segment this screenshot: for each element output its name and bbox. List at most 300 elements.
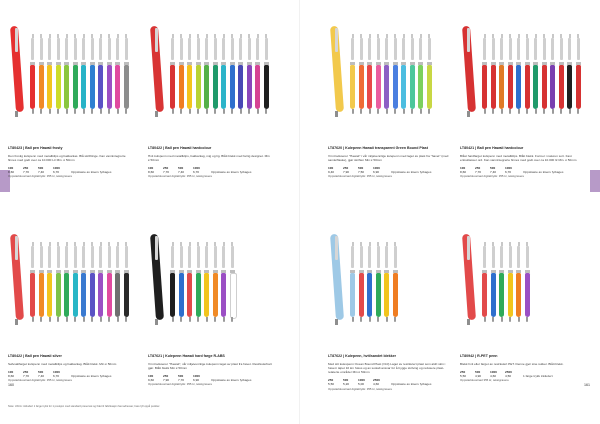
- pen-tip: [428, 109, 430, 114]
- pen-tip: [257, 109, 259, 114]
- pen-clip: [526, 38, 529, 60]
- price-cell: 4,50: [505, 374, 512, 378]
- pen-barrel: [90, 273, 95, 317]
- price-cell: 9,40: [328, 170, 335, 175]
- pen-barrel: [124, 65, 129, 109]
- product-title: LT80423 | Ball pen Hawaii frosty: [8, 146, 63, 150]
- product-photo: [328, 228, 452, 328]
- pen-barrel: [90, 65, 95, 109]
- pen-icon: [384, 246, 389, 322]
- price-cell: 6,70: [53, 170, 60, 175]
- pen-clip: [180, 38, 183, 60]
- price-note: Oppstiaste av kisers fytbages: [71, 170, 112, 175]
- pen-clip: [74, 246, 77, 268]
- pen-icon: [81, 246, 86, 322]
- pen-barrel: [367, 65, 372, 109]
- product-description: Blåst hardfarget kulspenn med metallklips. Blått blekk. Former i naturen sort. Fast entreklasser ord. Kan vannintegrerte finnes med godt over ca 10.000 ltr Min. ≥ 50mm: [460, 153, 577, 162]
- pen-icon: [393, 38, 398, 114]
- pen-tip: [15, 319, 18, 325]
- pen-clip: [385, 246, 388, 268]
- pen-tip: [509, 109, 511, 114]
- pen-tip: [40, 109, 42, 114]
- pen-tip: [352, 317, 354, 322]
- pen-tip: [223, 109, 225, 114]
- pen-clip: [91, 246, 94, 268]
- price-cell: 6,70: [53, 374, 60, 378]
- price-cell: 7,70: [163, 170, 170, 175]
- pen-icon: [47, 38, 52, 114]
- price-table: [460, 166, 584, 174]
- qty-cell: 250: [163, 374, 169, 378]
- pen-barrel: [196, 273, 201, 317]
- pen-icon: [64, 38, 69, 114]
- pen-icon: [115, 246, 120, 322]
- pen-tip: [223, 317, 225, 322]
- pen-icon: [516, 38, 521, 114]
- product-card[interactable]: [460, 228, 584, 382]
- price-table: [148, 374, 272, 382]
- pen-clip: [577, 38, 580, 60]
- product-card[interactable]: [328, 20, 452, 178]
- pen-icon: [482, 38, 487, 114]
- page-gutter: [299, 0, 300, 424]
- pen-tip: [560, 109, 562, 114]
- pen-barrel: [559, 65, 564, 109]
- pen-tip: [189, 317, 191, 322]
- pen-clip: [239, 38, 242, 60]
- pen-icon: [187, 38, 192, 114]
- pen-barrel: [64, 65, 69, 109]
- pen-barrel: [230, 273, 237, 319]
- pen-clip: [265, 38, 268, 60]
- pen-clip: [394, 38, 397, 60]
- pen-barrel: [107, 65, 112, 109]
- pen-barrel: [230, 65, 235, 109]
- qty-cell: 2500: [505, 369, 512, 374]
- pen-clip: [48, 246, 51, 268]
- pen-icon: [221, 38, 226, 114]
- pen-icon: [499, 38, 504, 114]
- qty-cell: 2500: [373, 378, 380, 383]
- price-cell: 5,20: [343, 382, 350, 387]
- pen-tip: [265, 109, 267, 114]
- product-description: Sølvsaltfarget kulspenn med metallklips og bakkanlag. Blått blekk. Min ≥ 50mm: [8, 361, 117, 366]
- pen-barrel: [56, 65, 61, 109]
- pen-barrel: [350, 65, 355, 109]
- pen-icon: [30, 246, 35, 322]
- pen-clip: [256, 38, 259, 60]
- pen-icon: [56, 246, 61, 322]
- pen-icon: [170, 246, 175, 322]
- pen-barrel: [179, 65, 184, 109]
- pen-tip: [377, 109, 379, 114]
- product-card[interactable]: [460, 20, 584, 178]
- qty-cell: 250: [23, 166, 29, 170]
- product-photo: [460, 20, 584, 120]
- pen-icon: [170, 38, 175, 114]
- pen-tip: [535, 109, 537, 114]
- pen-tip: [125, 317, 127, 322]
- pen-tip: [231, 317, 233, 322]
- pen-clip: [385, 38, 388, 60]
- product-title: LT80421 | Ball pen Hawaii hardcolour: [460, 146, 524, 150]
- pen-barrel: [98, 273, 103, 317]
- price-cell: 8,60: [148, 170, 155, 175]
- pen-clip: [509, 246, 512, 268]
- qty-cell: 1000: [53, 369, 60, 374]
- product-title: LT80942 | R-PET penn: [460, 354, 498, 358]
- price-cell: 5,50: [328, 382, 335, 387]
- pen-clip: [411, 38, 414, 60]
- pen-barrel: [384, 273, 389, 317]
- pen-barrel: [39, 273, 44, 317]
- pen-barrel: [359, 273, 364, 317]
- qty-cell: 500: [343, 378, 349, 383]
- product-title: LT80422 | Ball pen Hawaii silver: [8, 354, 62, 358]
- qty-cell: 1000: [505, 166, 512, 170]
- pen-icon: [359, 38, 364, 114]
- section-tab-right: [590, 170, 600, 192]
- pen-icon: [115, 38, 120, 114]
- qty-cell: 500: [38, 166, 44, 170]
- pen-icon: [90, 38, 95, 114]
- qty-cell: 1000: [490, 369, 497, 374]
- product-card[interactable]: [148, 20, 272, 178]
- pen-barrel: [567, 65, 572, 109]
- price-cell: 9,60: [148, 378, 155, 383]
- pen-tip: [377, 317, 379, 322]
- pen-clip: [467, 28, 470, 52]
- pen-barrel: [170, 65, 175, 109]
- price-cell: 5,50: [460, 374, 467, 378]
- price-cell: 4,60: [373, 382, 380, 387]
- pen-tip: [369, 109, 371, 114]
- pen-barrel: [376, 65, 381, 109]
- product-card[interactable]: [8, 20, 132, 178]
- pen-barrel: [170, 273, 175, 317]
- pen-clip: [40, 38, 43, 60]
- pen-icon: [499, 246, 504, 322]
- pen-barrel: [98, 65, 103, 109]
- pen-icon: [90, 246, 95, 322]
- pen-clip: [116, 38, 119, 60]
- pen-icon: [264, 38, 269, 114]
- pen-barrel: [213, 273, 218, 317]
- featured-pen-icon: [462, 22, 476, 118]
- pen-barrel: [427, 65, 432, 109]
- pen-clip: [82, 38, 85, 60]
- price-cell: 6,70: [193, 170, 200, 175]
- pen-barrel: [401, 65, 406, 109]
- qty-cell: 250: [328, 378, 334, 383]
- pen-tip: [403, 109, 405, 114]
- pen-tip: [335, 319, 338, 325]
- pen-tip: [180, 109, 182, 114]
- pen-icon: [204, 246, 209, 322]
- pen-barrel: [213, 65, 218, 109]
- product-title: LT87622 | Kulepenn, hvit/sandet blekker: [328, 354, 397, 358]
- pen-barrel: [491, 273, 496, 317]
- qty-cell: 1000: [358, 378, 365, 383]
- pen-barrel: [187, 273, 192, 317]
- pen-icon: [73, 246, 78, 322]
- pen-clip: [108, 246, 111, 268]
- pen-barrel: [107, 273, 112, 317]
- pen-clip: [509, 38, 512, 60]
- pen-icon: [179, 246, 184, 322]
- pen-clip: [57, 38, 60, 60]
- featured-pen-icon: [10, 22, 24, 118]
- pen-icon: [221, 246, 226, 322]
- product-card[interactable]: [8, 228, 132, 382]
- pen-icon: [350, 38, 355, 114]
- price-cell: 7,70: [178, 378, 185, 383]
- product-photo: [8, 20, 132, 120]
- pen-barrel: [247, 65, 252, 109]
- pen-icon: [247, 38, 252, 114]
- pen-icon: [124, 38, 129, 114]
- pen-icon: [542, 38, 547, 114]
- pen-icon: [427, 38, 432, 114]
- page-number-right: 161: [584, 383, 590, 387]
- product-description: Vi introduserer "Hawaii", vår miljøvennlige kulepenn laget av plast fra havet. Resirkulerbart gjør. Blått blekk Min ≥ 50mm: [148, 361, 272, 370]
- pen-tip: [57, 109, 59, 114]
- pen-icon: [567, 38, 572, 114]
- pen-barrel: [550, 65, 555, 109]
- pen-icon: [350, 246, 355, 322]
- setup-cost-text: Oppstartskostnad digitaltrykk: 355 kr, tekstgravere: [328, 386, 393, 391]
- qty-cell: 250: [23, 369, 29, 374]
- pen-tip: [40, 317, 42, 322]
- pen-tip: [352, 109, 354, 114]
- qty-cell: 500: [358, 166, 364, 170]
- pen-tip: [214, 109, 216, 114]
- pen-barrel: [533, 65, 538, 109]
- pen-clip: [82, 246, 85, 268]
- pen-tip: [543, 109, 545, 114]
- pen-icon: [73, 38, 78, 114]
- pen-icon: [393, 246, 398, 322]
- price-cell: 7,40: [38, 170, 45, 175]
- pen-tip: [492, 317, 494, 322]
- qty-cell: 1000: [373, 166, 380, 170]
- qty-cell: 250: [475, 166, 481, 170]
- featured-pen-icon: [150, 22, 164, 118]
- pen-icon: [56, 38, 61, 114]
- price-table: [8, 166, 132, 174]
- setup-cost-text: Oppstartskostnad digitaltrykk: 355 kr, tekstgravere: [148, 174, 213, 179]
- price-cell: 8,60: [8, 170, 15, 175]
- pen-clip: [492, 246, 495, 268]
- pen-icon: [81, 38, 86, 114]
- pen-barrel: [187, 65, 192, 109]
- product-photo: [8, 228, 132, 328]
- price-cell: 7,40: [38, 374, 45, 378]
- pen-icon: [576, 38, 581, 114]
- pen-clip: [402, 38, 405, 60]
- pen-clip: [48, 38, 51, 60]
- pen-clip: [155, 236, 158, 260]
- pen-barrel: [64, 273, 69, 317]
- pen-barrel: [81, 273, 86, 317]
- pen-icon: [179, 38, 184, 114]
- pen-clip: [492, 38, 495, 60]
- pen-barrel: [196, 65, 201, 109]
- qty-cell: 100: [460, 166, 466, 170]
- pen-barrel: [525, 65, 530, 109]
- price-cell: 5,00: [358, 382, 365, 387]
- pen-barrel: [204, 65, 209, 109]
- pen-barrel: [482, 65, 487, 109]
- pen-clip: [517, 38, 520, 60]
- pen-clip: [517, 246, 520, 268]
- pen-icon: [39, 246, 44, 322]
- pen-tip: [420, 109, 422, 114]
- pen-tip: [83, 317, 85, 322]
- pen-icon: [64, 246, 69, 322]
- pen-icon: [107, 38, 112, 114]
- product-card[interactable]: [328, 228, 452, 391]
- pen-barrel: [73, 65, 78, 109]
- pen-tip: [240, 109, 242, 114]
- price-cell: 7,90: [343, 170, 350, 175]
- pen-tip: [526, 317, 528, 322]
- pen-clip: [214, 38, 217, 60]
- pen-barrel: [491, 65, 496, 109]
- pen-icon: [196, 246, 201, 322]
- pen-tip: [172, 317, 174, 322]
- featured-pen-icon: [462, 230, 476, 326]
- qty-cell: 250: [163, 166, 169, 170]
- pen-icon: [255, 38, 260, 114]
- pen-icon: [367, 38, 372, 114]
- price-cell: 6,90: [193, 378, 200, 383]
- pen-tip: [66, 109, 68, 114]
- pen-barrel: [264, 65, 269, 109]
- price-cell: 7,90: [163, 378, 170, 383]
- product-description: Vi introduserer "Hawaii" i vår miljøvennlige kulepenn med laget av plast fra "havet" (med samle/flaske), gjør skriften Min ≥ 50mm: [328, 153, 449, 162]
- footnote: Note: VACA: inkludert 1 farge trykk for 1 posisjon med standard preservat og frakt til fabrikasjon fast adresser, bare fyll oppå punkter.: [8, 405, 161, 408]
- pen-tip: [100, 317, 102, 322]
- pen-barrel: [542, 65, 547, 109]
- pen-icon: [418, 38, 423, 114]
- pen-clip: [377, 246, 380, 268]
- pen-tip: [231, 109, 233, 114]
- setup-cost-text: Oppstartskostnad 355 kr, tekstgravere: [460, 378, 509, 383]
- pen-icon: [491, 38, 496, 114]
- pen-clip: [248, 38, 251, 60]
- pen-barrel: [204, 273, 209, 317]
- price-cell: 7,40: [490, 170, 497, 175]
- product-title: LT80422 | Ball pen Hawaii hardcolour: [148, 146, 212, 150]
- pen-icon: [491, 246, 496, 322]
- pen-icon: [213, 38, 218, 114]
- pen-barrel: [115, 273, 120, 317]
- pen-barrel: [393, 273, 398, 317]
- pen-tip: [49, 317, 51, 322]
- pen-tip: [108, 317, 110, 322]
- pen-clip: [31, 38, 34, 60]
- product-photo: [328, 20, 452, 120]
- pen-tip: [100, 109, 102, 114]
- pen-icon: [213, 246, 218, 322]
- pen-tip: [492, 109, 494, 114]
- pen-tip: [552, 109, 554, 114]
- pen-barrel: [124, 273, 129, 317]
- pen-barrel: [516, 273, 521, 317]
- pen-tip: [360, 317, 362, 322]
- pen-tip: [197, 317, 199, 322]
- setup-cost-text: Oppstartskostnad digitaltrykk: 355 kr, tekstgravere: [460, 174, 525, 179]
- qty-cell: 1000: [53, 166, 60, 170]
- pen-clip: [74, 38, 77, 60]
- qty-cell: 100: [148, 374, 154, 378]
- pen-clip: [31, 246, 34, 268]
- product-title: LT87620 | Kulepenn Hawaii transparent Green Bound Plast: [328, 146, 428, 150]
- pen-clip: [197, 38, 200, 60]
- pen-clip: [231, 246, 234, 268]
- pen-clip: [368, 38, 371, 60]
- pen-tip: [197, 109, 199, 114]
- pen-tip: [467, 111, 470, 117]
- pen-barrel: [516, 65, 521, 109]
- product-card[interactable]: [148, 228, 272, 386]
- pen-icon: [384, 38, 389, 114]
- pen-icon: [508, 246, 513, 322]
- pen-tip: [501, 109, 503, 114]
- price-note: 1 farge trykk inkludert: [523, 374, 553, 378]
- product-photo: [148, 228, 272, 328]
- pen-clip: [65, 246, 68, 268]
- price-cell: 7,70: [475, 170, 482, 175]
- pen-tip: [335, 111, 338, 117]
- pen-clip: [231, 38, 234, 60]
- pen-clip: [57, 246, 60, 268]
- setup-cost-text: Oppstartskostnad digitaltrykk: 355 kr, tekstgravere: [8, 378, 73, 383]
- product-description: Med sitt kulespenn Ocean Bound Plast (Ord) Laget av resirkulert plast som aldri skin i havet i løpet 10 km fokus og av sosialt ansvar for å bygge skriving og redusere plast-relaterte områder Min ≥ 50mm: [328, 361, 446, 374]
- pen-icon: [508, 38, 513, 114]
- pen-tip: [526, 109, 528, 114]
- pen-clip: [526, 246, 529, 268]
- pen-tip: [74, 317, 76, 322]
- pen-barrel: [367, 273, 372, 317]
- price-table: [148, 166, 272, 174]
- pen-barrel: [418, 65, 423, 109]
- pen-barrel: [499, 65, 504, 109]
- pen-tip: [214, 317, 216, 322]
- pen-barrel: [508, 273, 513, 317]
- pen-tip: [248, 109, 250, 114]
- pen-tip: [49, 109, 51, 114]
- pen-tip: [206, 317, 208, 322]
- setup-cost-text: Oppstartskostnad digitaltrykk: 355 kr, tekstgravere: [148, 382, 213, 387]
- pen-clip: [91, 38, 94, 60]
- qty-cell: 100: [8, 166, 14, 170]
- pen-icon: [230, 246, 235, 322]
- pen-clip: [40, 246, 43, 268]
- pen-barrel: [499, 273, 504, 317]
- product-description: Blekk hvit eller farget av resirkulert PET. Denne gjør sine rekker. Blått blekk.: [460, 361, 564, 366]
- pen-clip: [467, 236, 470, 260]
- qty-cell: 100: [8, 369, 14, 374]
- pen-clip: [377, 38, 380, 60]
- pen-icon: [559, 38, 564, 114]
- product-title: LT87621 | Kulepenn Hawaii hard farge R-ABS: [148, 354, 225, 358]
- pen-icon: [550, 38, 555, 114]
- pen-tip: [83, 109, 85, 114]
- qty-cell: 100: [328, 166, 334, 170]
- pen-clip: [551, 38, 554, 60]
